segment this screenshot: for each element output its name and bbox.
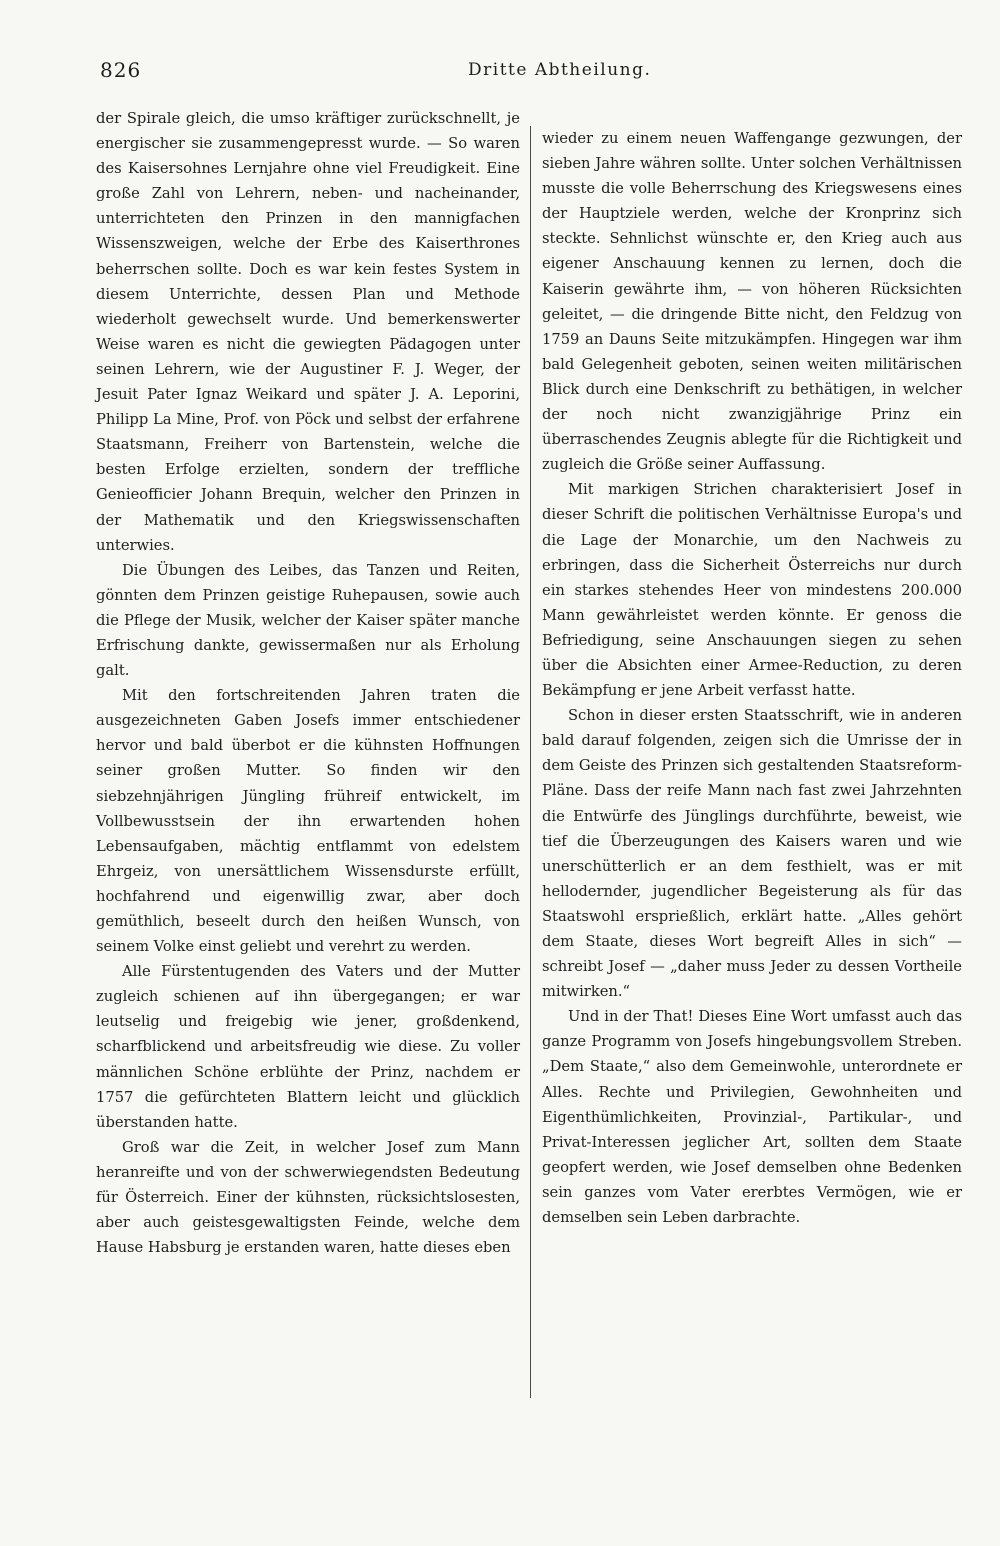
- right-column: [542, 126, 962, 1230]
- running-title: Dritte Abtheilung.: [468, 60, 652, 80]
- page-number: 826: [100, 58, 142, 82]
- paragraph: Mit markigen Strichen charakterisiert Josef in dieser Schrift die politischen Verhältnisse Europa's und die Lage der Monarchie, um den Nachweis zu erbringen, dass die Sicherheit Österreichs nur durch ein starkes stehendes Heer von mindestens 200.000 Mann gewährleistet werden könnte. Er genoss die Befriedigung, seine Anschauungen siegen zu sehen über die Absichten einer Armee-Reduction, zu deren Bekämpfung er jene Arbeit verfasst hatte.: [542, 481, 962, 700]
- paragraph: wieder zu einem neuen Waffengange gezwungen, der sieben Jahre währen sollte. Unter solchen Verhältnissen musste die volle Beherrschung des Kriegswesens eines der Hauptziele werden, welche der Kronprinz sich steckte. Sehnlichst wünschte er, den Krieg auch aus eigener Anschauung kennen zu lernen, doch die Kaiserin gewährte ihm, — von höheren Rücksichten geleitet, — die dringende Bitte nicht, den Feldzug von 1759 an Dauns Seite mitzukämpfen. Hingegen war ihm bald Gelegenheit geboten, seinen weiten militärischen Blick durch eine Denkschrift zu bethätigen, in welcher der noch nicht zwanzigjährige Prinz ein überraschendes Zeugnis ablegte für die Richtigkeit und zugleich die Größe seiner Auffassung.: [542, 130, 962, 474]
- paragraph: Schon in dieser ersten Staatsschrift, wie in anderen bald darauf folgenden, zeigen sich die Umrisse der in dem Geiste des Prinzen sich gestaltenden Staatsreform-Pläne. Dass der reife Mann nach fast zwei Jahrzehnten die Entwürfe des Jünglings durchführte, beweist, wie tief die Überzeugungen des Kaisers waren und wie unerschütterlich er an dem festhielt, was er mit hellodernder, jugendlicher Begeisterung als für das Staatswohl ersprießlich, erklärt hatte. „Alles gehört dem Staate, dieses Wort begreift Alles in sich“ — schreibt Josef — „daher muss Jeder zu dessen Vortheile mitwirken.“: [542, 707, 962, 1001]
- paragraph: Alle Fürstentugenden des Vaters und der Mutter zugleich schienen auf ihn übergegangen; er war leutselig und freigebig wie jener, großdenkend, scharfblickend und arbeitsfreudig wie diese. Zu voller männlichen Schöne erblühte der Prinz, nachdem er 1757 die gefürchteten Blattern leicht und glücklich überstanden hatte.: [96, 963, 520, 1131]
- column-divider: [530, 126, 531, 1398]
- left-column: [96, 106, 520, 1260]
- paragraph: Die Übungen des Leibes, das Tanzen und Reiten, gönnten dem Prinzen geistige Ruhepausen, sowie auch die Pflege der Musik, welcher der Kaiser später manche Erfrischung dankte, gewissermaßen nur als Erholung galt.: [96, 561, 520, 680]
- paragraph: der Spirale gleich, die umso kräftiger zurückschnellt, je energischer sie zusammengepresst wurde. — So waren des Kaisersohnes Lernjahre ohne viel Freudigkeit. Eine große Zahl von Lehrern, neben- und nacheinander, unterrichteten den Prinzen in den mannigfachen Wissenszweigen, welche der Erbe des Kaiserthrones beherrschen sollte. Doch es war kein festes System in diesem Unterrichte, dessen Plan und Methode wiederholt gewechselt wurde. Und bemerkenswerter Weise waren es nicht die gewiegten Pädagogen unter seinen Lehrern, wie der Augustiner F. J. Weger, der Jesuit Pater Ignaz Weikard und später J. A. Leporini, Philipp La Mine, Prof. von Pöck und selbst der erfahrene Staatsmann, Freiherr von Bartenstein, welche die besten Erfolge erzielten, sondern der treffliche Genieofficier Johann Brequin, welcher den Prinzen in der Mathematik und den Kriegswissenschaften unterwies.: [96, 110, 520, 554]
- paragraph: Mit den fortschreitenden Jahren traten die ausgezeichneten Gaben Josefs immer entschiedener hervor und bald überbot er die kühnsten Hoffnungen seiner großen Mutter. So finden wir den siebzehnjährigen Jüngling frühreif entwickelt, im Vollbewusstsein der ihn erwartenden hohen Lebensaufgaben, mächtig entflammt von edelstem Ehrgeiz, von unersättlichem Wissensdurste erfüllt, hochfahrend und eigenwillig zwar, aber doch gemüthlich, beseelt durch den heißen Wunsch, von seinem Volke einst geliebt und verehrt zu werden.: [96, 687, 520, 956]
- paragraph: Groß war die Zeit, in welcher Josef zum Mann heranreifte und von der schwerwiegendsten Bedeutung für Österreich. Einer der kühnsten, rücksichtslosesten, aber auch geistesgewaltigsten Feinde, welche dem Hause Habsburg je erstanden waren, hatte dieses eben: [96, 1138, 520, 1257]
- page-header: [100, 58, 920, 90]
- paragraph: Und in der That! Dieses Eine Wort umfasst auch das ganze Programm von Josefs hingebungsvollem Streben. „Dem Staate,“ also dem Gemeinwohle, unterordnete er Alles. Rechte und Privilegien, Gewohnheiten und Eigenthümlichkeiten, Provinzial-, Partikular-, und Privat-Interessen jeglicher Art, sollten dem Staate geopfert werden, wie Josef demselben ohne Bedenken sein ganzes vom Vater ererbtes Vermögen, wie er demselben sein Leben darbrachte.: [542, 1008, 962, 1227]
